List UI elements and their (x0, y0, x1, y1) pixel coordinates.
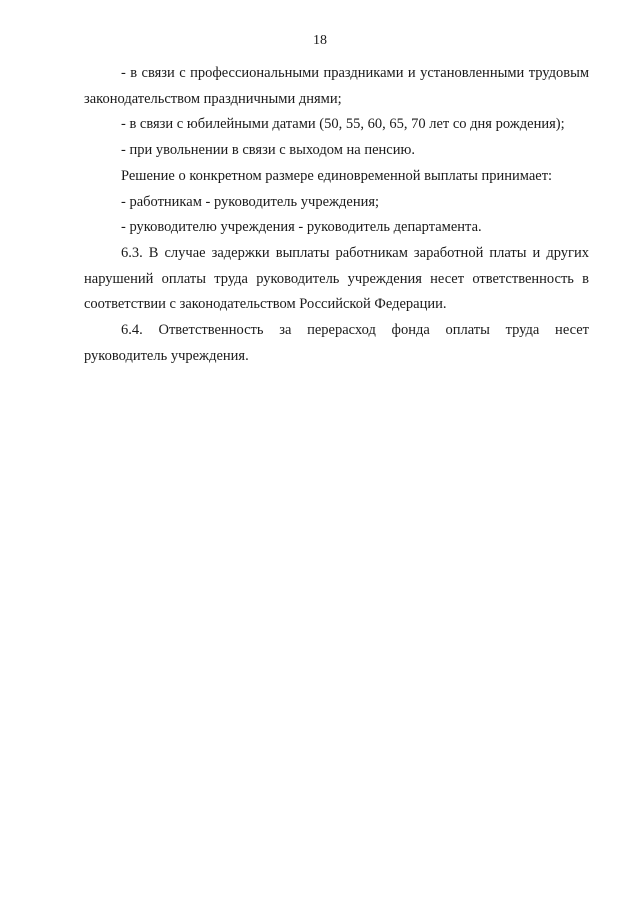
paragraph-retirement-payments: - при увольнении в связи с выходом на пенсию. (121, 142, 415, 159)
paragraph-payment-decision: Решение о конкретном размере единовременной выплаты принимает: (121, 167, 553, 184)
paragraph-employees-decision: - работникам - руководитель учреждения; (121, 193, 380, 210)
paragraph-head-decision: - руководителю учреждения - руководитель департамента. (121, 219, 482, 236)
paragraph-section-6-3: 6.3. В случае задержки выплаты работникам заработной платы и других нарушений оплаты труда руководитель учреждения несет ответственность в соответствии с законодательством Российской Федерации. (84, 244, 589, 313)
paragraph-jubilee-payments: - в связи с юбилейными датами (50, 55, 60, 65, 70 лет со дня рождения); (121, 116, 565, 133)
page-number: 18 (313, 33, 327, 48)
document-body (84, 61, 589, 369)
paragraph-holiday-payments: - в связи с профессиональными праздниками и установленными трудовым законодательством праздничными днями; (84, 65, 589, 107)
paragraph-section-6-4: 6.4. Ответственность за перерасход фонда оплаты труда несет руководитель учреждения. (84, 322, 589, 364)
